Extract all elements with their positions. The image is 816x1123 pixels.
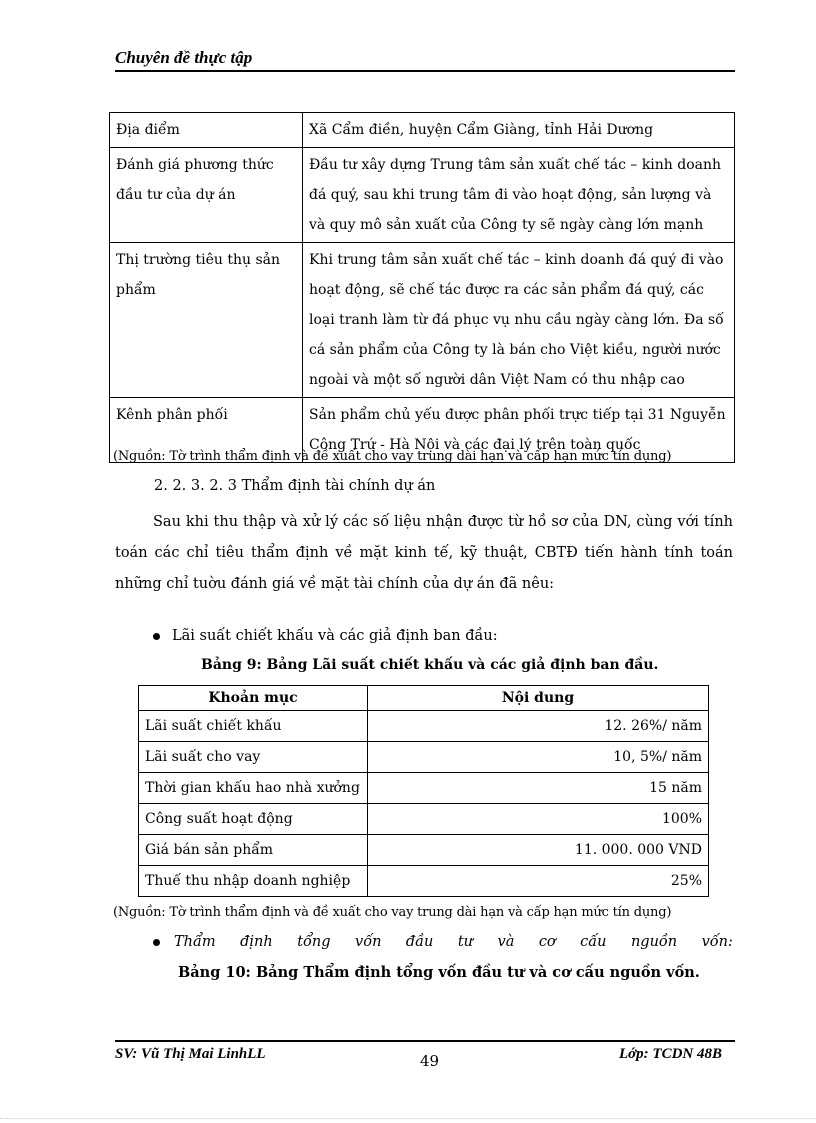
rate-item: Thuế thu nhập doanh nghiệp: [139, 866, 368, 897]
bullet-word: nguồn: [630, 934, 678, 950]
info-value: Khi trung tâm sản xuất chế tác – kinh doanh đá quý đi vào hoạt động, sẽ chế tác được ra các sản phẩm đá quý, các loại tranh làm từ đá phục vụ nhu cầu ngày càng lớn. Đa số cá sản phẩm của Công ty là bán cho Việt kiều, người nước ngoài và một số người dân Việt Nam có thu nhập cao: [303, 243, 735, 398]
info-value: Xã Cẩm điền, huyện Cẩm Giàng, tỉnh Hải Dương: [303, 113, 735, 148]
rate-value: 11. 000. 000 VND: [368, 835, 709, 866]
bullet-word: cấu: [580, 934, 607, 950]
rates-table: [138, 685, 709, 897]
bullet-word: đầu: [405, 934, 434, 950]
bullet-word: định: [240, 934, 273, 950]
header-rule: [115, 70, 735, 72]
section-heading: 2. 2. 3. 2. 3 Thẩm định tài chính dự án: [154, 478, 436, 494]
bullet-word: vốn:: [701, 934, 733, 950]
bullet-word: cơ: [538, 934, 556, 950]
rate-value: 25%: [368, 866, 709, 897]
info-label: Đánh giá phương thức đầu tư của dự án: [110, 148, 303, 243]
bullet-item: [153, 934, 733, 950]
rate-item: Thời gian khấu hao nhà xưởng: [139, 773, 368, 804]
rate-value: 10, 5%/ năm: [368, 742, 709, 773]
table-row: [139, 835, 709, 866]
table-row: [139, 866, 709, 897]
info-label: Kênh phân phối: [110, 398, 303, 463]
source-note: (Nguồn: Tờ trình thẩm định và đề xuất cho vay trung dài hạn và cấp hạn mức tín dụng): [113, 905, 672, 920]
table-row: [139, 804, 709, 835]
bullet-dot-icon: [153, 939, 160, 946]
column-header: Nội dung: [368, 686, 709, 711]
rate-item: Công suất hoạt động: [139, 804, 368, 835]
table-caption: Bảng 9: Bảng Lãi suất chiết khấu và các giả định ban đầu.: [201, 657, 659, 673]
column-header: Khoản mục: [139, 686, 368, 711]
page-number: 49: [420, 1052, 440, 1070]
info-label: Địa điểm: [110, 113, 303, 148]
rate-value: 12. 26%/ năm: [368, 711, 709, 742]
rate-item: Lãi suất chiết khấu: [139, 711, 368, 742]
footer-rule: [115, 1040, 735, 1042]
source-note: (Nguồn: Tờ trình thẩm định và đề xuất cho vay trung dài hạn và cấp hạn mức tín dụng): [113, 449, 672, 464]
table-row: [110, 243, 735, 398]
header-title: Chuyên đề thực tập: [115, 48, 253, 67]
bullet-text: [174, 934, 733, 950]
page-edge-divider: [0, 1118, 816, 1119]
bullet-word: vốn: [355, 934, 382, 950]
info-table: [109, 112, 735, 463]
table-row: [110, 113, 735, 148]
footer-student: SV: Vũ Thị Mai LinhLL: [115, 1046, 266, 1062]
bullet-word: và: [497, 934, 515, 950]
bullet-item: [153, 628, 498, 644]
footer-class: Lớp: TCDN 48B: [618, 1046, 722, 1062]
bullet-text: Lãi suất chiết khấu và các giả định ban đầu:: [172, 628, 498, 644]
bullet-word: tư: [457, 934, 474, 950]
bullet-dot-icon: [153, 633, 160, 640]
body-paragraph: Sau khi thu thập và xử lý các số liệu nhận được từ hồ sơ của DN, cùng với tính toán các chỉ tiêu thẩm định về mặt kinh tế, kỹ thuật, CBTĐ tiến hành tính toán những chỉ tuờu đánh giá về mặt tài chính của dự án đã nêu:: [115, 514, 733, 592]
table-header-row: [139, 686, 709, 711]
info-value: Sản phẩm chủ yếu được phân phối trực tiếp tại 31 Nguyễn Công Trứ - Hà Nội và các đại lý trên toàn quốc: [303, 398, 735, 463]
table-row: [110, 148, 735, 243]
table-row: [139, 742, 709, 773]
info-value: Đầu tư xây dựng Trung tâm sản xuất chế tác – kinh doanh đá quý, sau khi trung tâm đi vào hoạt động, sản lượng và và quy mô sản xuất của Công ty sẽ ngày càng lớn mạnh: [303, 148, 735, 243]
table-row: [139, 711, 709, 742]
info-label: Thị trường tiêu thụ sản phẩm: [110, 243, 303, 398]
table-caption: Bảng 10: Bảng Thẩm định tổng vốn đầu tư và cơ cấu nguồn vốn.: [178, 964, 700, 981]
rate-value: 100%: [368, 804, 709, 835]
rate-item: Lãi suất cho vay: [139, 742, 368, 773]
table-row: [139, 773, 709, 804]
rate-value: 15 năm: [368, 773, 709, 804]
rate-item: Giá bán sản phẩm: [139, 835, 368, 866]
bullet-word: tổng: [297, 934, 331, 950]
bullet-word: Thẩm: [174, 934, 216, 950]
